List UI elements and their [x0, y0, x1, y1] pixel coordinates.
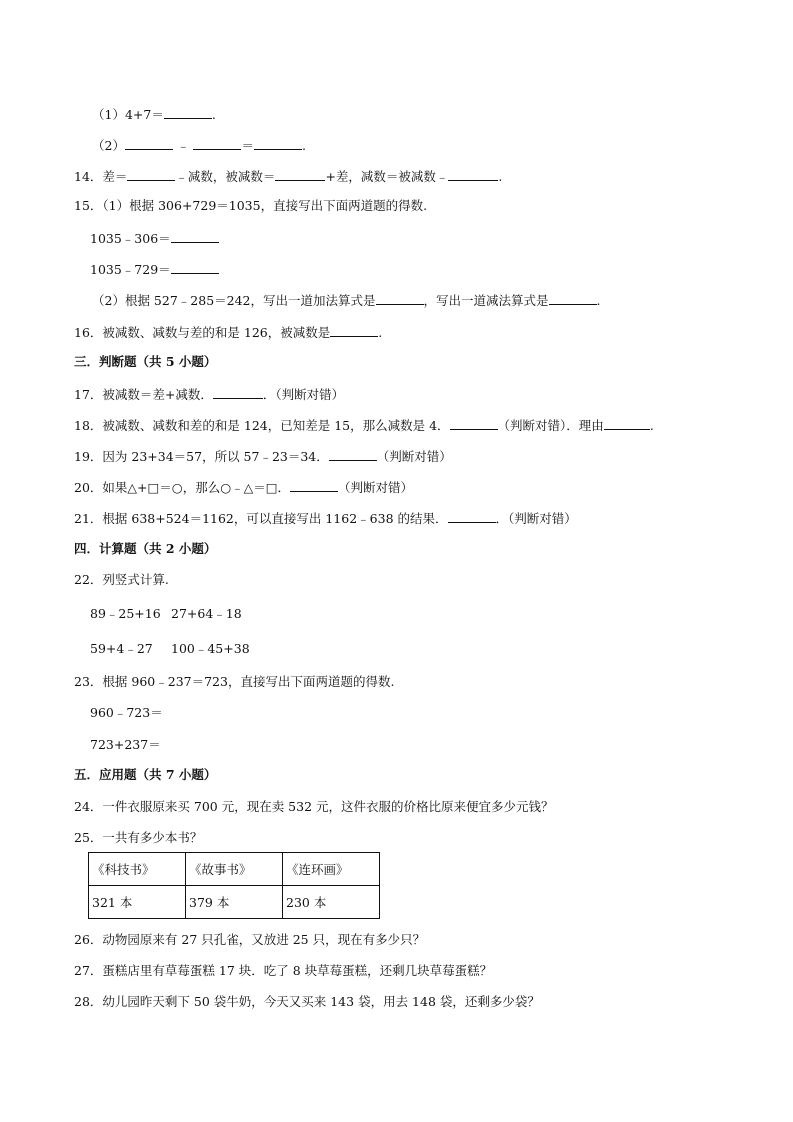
table-header-cell: 《故事书》	[186, 853, 283, 886]
question-number: 23．	[74, 674, 103, 689]
question-number: 18．	[74, 418, 103, 433]
question-number: 22．	[74, 572, 103, 587]
question-16	[74, 323, 382, 342]
question-18	[74, 416, 654, 435]
answer-blank[interactable]	[164, 105, 212, 119]
question-text: .	[498, 169, 503, 184]
answer-blank[interactable]	[329, 447, 377, 461]
question-text: （2）根据 527﹣285＝242，写出一道加法算式是	[92, 293, 376, 308]
question-23	[74, 673, 394, 691]
q13-p1-prefix: （1）4+7＝	[92, 107, 164, 122]
question-number: 24．	[74, 799, 103, 814]
question-text: 根据 638+524＝1162，可以直接写出 1162﹣638 的结果．	[102, 511, 448, 526]
q13-p2-suffix: .	[301, 138, 306, 153]
answer-blank[interactable]	[330, 323, 378, 337]
question-text: ．（判断对错）	[262, 387, 345, 402]
answer-blank[interactable]	[604, 416, 650, 430]
question-number: 15．	[74, 198, 103, 213]
question-17	[74, 385, 344, 404]
question-text: 幼儿园昨天剩下 50 袋牛奶，今天又买来 143 袋，用去 148 袋，还剩多少袋？	[102, 994, 540, 1009]
question-number: 26．	[74, 932, 103, 947]
answer-blank[interactable]	[127, 167, 175, 181]
question-number: 25．	[74, 830, 103, 845]
question-text: 一件衣服原来买 700 元，现在卖 532 元，这件衣服的价格比原来便宜多少元钱？	[102, 799, 554, 814]
answer-blank[interactable]	[549, 291, 597, 305]
question-text: 被减数、减数与差的和是 126，被减数是	[102, 325, 331, 340]
q22-expression-1a: 89﹣25+16	[90, 606, 161, 621]
table-header-row	[89, 853, 380, 886]
question-25	[74, 829, 202, 847]
question-text: .	[649, 418, 654, 433]
question-text: .	[378, 325, 383, 340]
question-text: （判断对错）	[376, 449, 452, 464]
q23-equation-2: 723+237＝	[90, 737, 161, 752]
question-19	[74, 447, 452, 466]
table-cell: 379 本	[186, 886, 283, 919]
q15-equation-2	[90, 260, 219, 279]
question-text: +差，减数＝被减数﹣	[325, 169, 449, 184]
question-24	[74, 798, 554, 816]
question-27	[74, 962, 492, 980]
question-text: （判断对错）．理由	[497, 418, 604, 433]
question-text: （1）根据 306+729＝1035，直接写出下面两道题的得数.	[102, 198, 428, 213]
q22-expression-2a: 59+4﹣27	[90, 641, 153, 656]
section-heading-4: 四．计算题（共 2 小题）	[74, 541, 217, 556]
question-number: 27．	[74, 963, 103, 978]
q22-expression-2b: 100﹣45+38	[171, 641, 250, 656]
answer-blank[interactable]	[448, 509, 496, 523]
answer-blank[interactable]	[290, 478, 338, 492]
question-20	[74, 478, 413, 497]
question-number: 19．	[74, 449, 103, 464]
q23-equation-1: 960﹣723＝	[90, 705, 163, 720]
equals-sign: ＝	[241, 138, 254, 153]
table-cell: 321 本	[89, 886, 186, 919]
q13-part1	[92, 105, 216, 124]
answer-blank[interactable]	[376, 291, 424, 305]
question-text: 一共有多少本书？	[102, 830, 203, 845]
question-number: 17．	[74, 387, 103, 402]
table-row	[89, 886, 380, 919]
question-28	[74, 993, 540, 1011]
answer-blank[interactable]	[171, 229, 219, 243]
answer-blank[interactable]	[193, 136, 241, 150]
table-cell: 230 本	[283, 886, 380, 919]
question-text: ，写出一道减法算式是	[423, 293, 549, 308]
question-text: .	[596, 293, 601, 308]
section-heading-5: 五．应用题（共 7 小题）	[74, 767, 217, 782]
answer-blank[interactable]	[450, 416, 498, 430]
question-text: ﹣减数，被减数＝	[175, 169, 276, 184]
answer-blank[interactable]	[171, 260, 219, 274]
question-text: 动物园原来有 27 只孔雀，又放进 25 只，现在有多少只？	[102, 932, 426, 947]
question-text: 蛋糕店里有草莓蛋糕 17 块．吃了 8 块草莓蛋糕，还剩几块草莓蛋糕？	[102, 963, 493, 978]
answer-blank[interactable]	[125, 136, 173, 150]
question-text: 差＝	[102, 169, 128, 184]
question-22	[74, 571, 169, 589]
q15-equation-1	[90, 229, 219, 248]
question-26	[74, 931, 425, 949]
question-text: 如果△+□＝○，那么○﹣△＝□．	[102, 480, 291, 495]
question-text: 被减数、减数和差的和是 124，已知差是 15，那么减数是 4．	[102, 418, 450, 433]
question-15	[74, 197, 427, 215]
books-table	[88, 852, 380, 919]
question-text: （判断对错）	[338, 480, 414, 495]
answer-blank[interactable]	[275, 167, 325, 181]
table-header-cell: 《连环画》	[283, 853, 380, 886]
question-14	[74, 167, 502, 186]
minus-sign: ﹣	[176, 138, 190, 153]
question-text: ．（判断对错）	[495, 511, 577, 526]
equation-text: 1035﹣729＝	[90, 262, 171, 277]
q13-part2	[92, 136, 306, 155]
question-text: 因为 23+34＝57，所以 57﹣23＝34．	[102, 449, 329, 464]
question-number: 28．	[74, 994, 103, 1009]
section-heading-3: 三．判断题（共 5 小题）	[74, 354, 217, 369]
q13-p1-suffix: .	[211, 107, 216, 122]
q22-expression-1b: 27+64﹣18	[171, 606, 242, 621]
q15-part2	[92, 291, 601, 310]
question-number: 14．	[74, 169, 103, 184]
answer-blank[interactable]	[448, 167, 498, 181]
question-text: 根据 960﹣237＝723，直接写出下面两道题的得数.	[102, 674, 395, 689]
question-number: 16．	[74, 325, 103, 340]
question-21	[74, 509, 577, 528]
q13-p2-prefix: （2）	[92, 138, 125, 153]
question-text: 被减数＝差+减数．	[102, 387, 213, 402]
answer-blank[interactable]	[213, 385, 263, 399]
question-number: 21．	[74, 511, 103, 526]
question-text: 列竖式计算.	[102, 572, 169, 587]
question-number: 20．	[74, 480, 103, 495]
table-header-cell: 《科技书》	[89, 853, 186, 886]
equation-text: 1035﹣306＝	[90, 231, 171, 246]
answer-blank[interactable]	[254, 136, 302, 150]
